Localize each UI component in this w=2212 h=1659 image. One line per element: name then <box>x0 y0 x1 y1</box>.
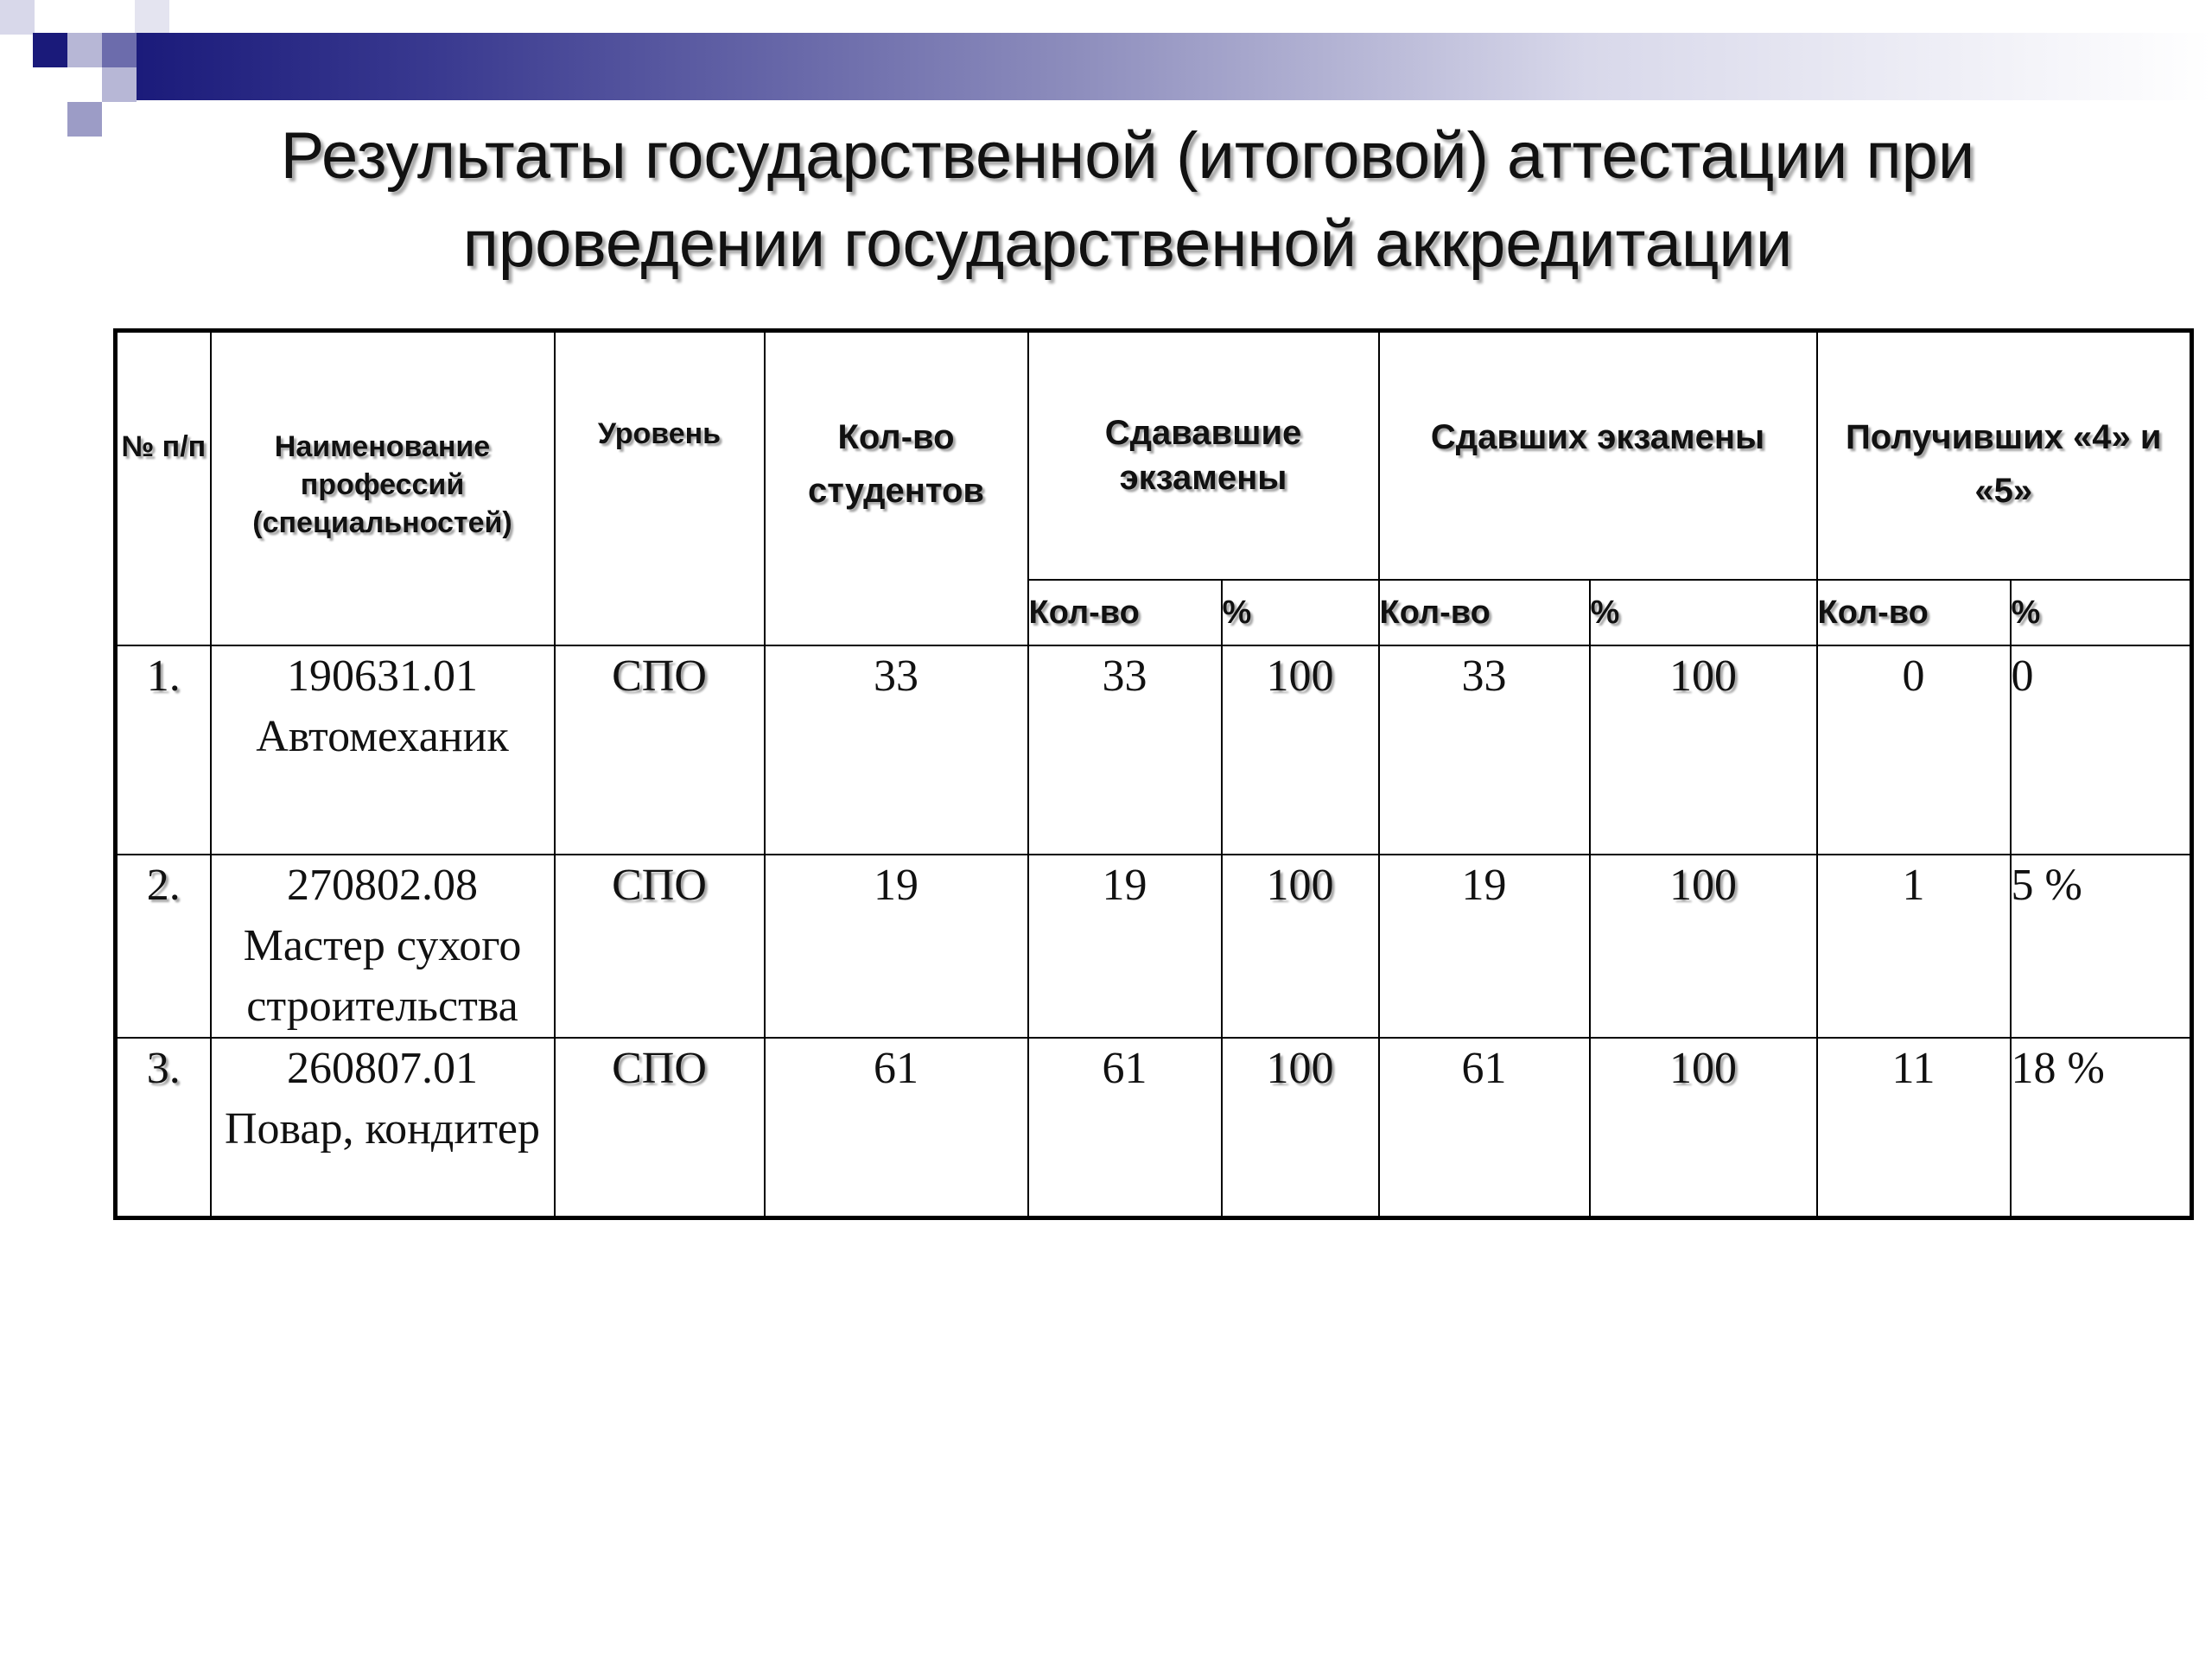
header-good-grades: Получивших «4» и «5» <box>1817 331 2192 581</box>
header-passed-exams: Сдавших экзамены <box>1379 331 1817 581</box>
row-took-count: 61 <box>1028 1038 1222 1218</box>
row-students: 33 <box>765 645 1028 855</box>
row-level: СПО <box>555 855 765 1038</box>
row-took-count: 19 <box>1028 855 1222 1038</box>
subheader-took-percent: % <box>1222 580 1379 645</box>
row-took-percent: 100 <box>1222 645 1379 855</box>
row-took-percent: 100 <box>1222 855 1379 1038</box>
row-good-percent: 0 <box>2011 645 2192 855</box>
decor-square <box>67 102 102 137</box>
row-students: 61 <box>765 1038 1028 1218</box>
header-num: № п/п <box>116 331 211 646</box>
subheader-passed-count: Кол-во <box>1379 580 1590 645</box>
decor-square <box>102 33 137 67</box>
row-passed-count: 61 <box>1379 1038 1590 1218</box>
row-num: 3. <box>116 1038 211 1218</box>
row-good-percent: 18 % <box>2011 1038 2192 1218</box>
profession-name: Автомеханик <box>256 712 509 761</box>
profession-name: Повар, кондитер <box>224 1104 541 1154</box>
subheader-took-count: Кол-во <box>1028 580 1222 645</box>
row-good-count: 1 <box>1817 855 2011 1038</box>
header-decoration-band <box>130 33 2212 100</box>
row-profession <box>211 645 555 855</box>
decor-square <box>33 33 67 67</box>
row-students: 19 <box>765 855 1028 1038</box>
subheader-good-count: Кол-во <box>1817 580 2011 645</box>
row-passed-percent: 100 <box>1590 855 1817 1038</box>
decor-square <box>67 33 102 67</box>
row-passed-count: 19 <box>1379 855 1590 1038</box>
row-passed-percent: 100 <box>1590 1038 1817 1218</box>
row-num: 1. <box>116 645 211 855</box>
decor-square <box>102 67 137 102</box>
row-passed-count: 33 <box>1379 645 1590 855</box>
profession-code: 190631.01 <box>287 652 478 701</box>
row-good-count: 11 <box>1817 1038 2011 1218</box>
decor-square <box>135 0 169 33</box>
row-profession <box>211 855 555 1038</box>
results-table <box>113 328 2194 1220</box>
subheader-passed-percent: % <box>1590 580 1817 645</box>
row-profession <box>211 1038 555 1218</box>
header-took-exams: Сдававшие экзамены <box>1028 331 1379 581</box>
subheader-good-percent: % <box>2011 580 2192 645</box>
decor-square <box>0 0 35 35</box>
slide-title: Результаты государственной (итоговой) аттестации при проведении государственной аккредитации <box>280 119 1975 281</box>
row-level: СПО <box>555 1038 765 1218</box>
profession-code: 260807.01 <box>287 1044 478 1093</box>
row-passed-percent: 100 <box>1590 645 1817 855</box>
table-row <box>116 855 2192 1038</box>
row-good-count: 0 <box>1817 645 2011 855</box>
header-level: Уровень <box>555 331 765 646</box>
table-row <box>116 1038 2192 1218</box>
row-took-percent: 100 <box>1222 1038 1379 1218</box>
row-took-count: 33 <box>1028 645 1222 855</box>
table-row <box>116 645 2192 855</box>
row-good-percent: 5 % <box>2011 855 2192 1038</box>
profession-name: Мастер сухого строительства <box>243 921 522 1031</box>
profession-code: 270802.08 <box>287 861 478 910</box>
row-num: 2. <box>116 855 211 1038</box>
header-students: Кол-во студентов <box>765 331 1028 646</box>
row-level: СПО <box>555 645 765 855</box>
header-name: Наименование профессий (специальностей) <box>211 331 555 646</box>
